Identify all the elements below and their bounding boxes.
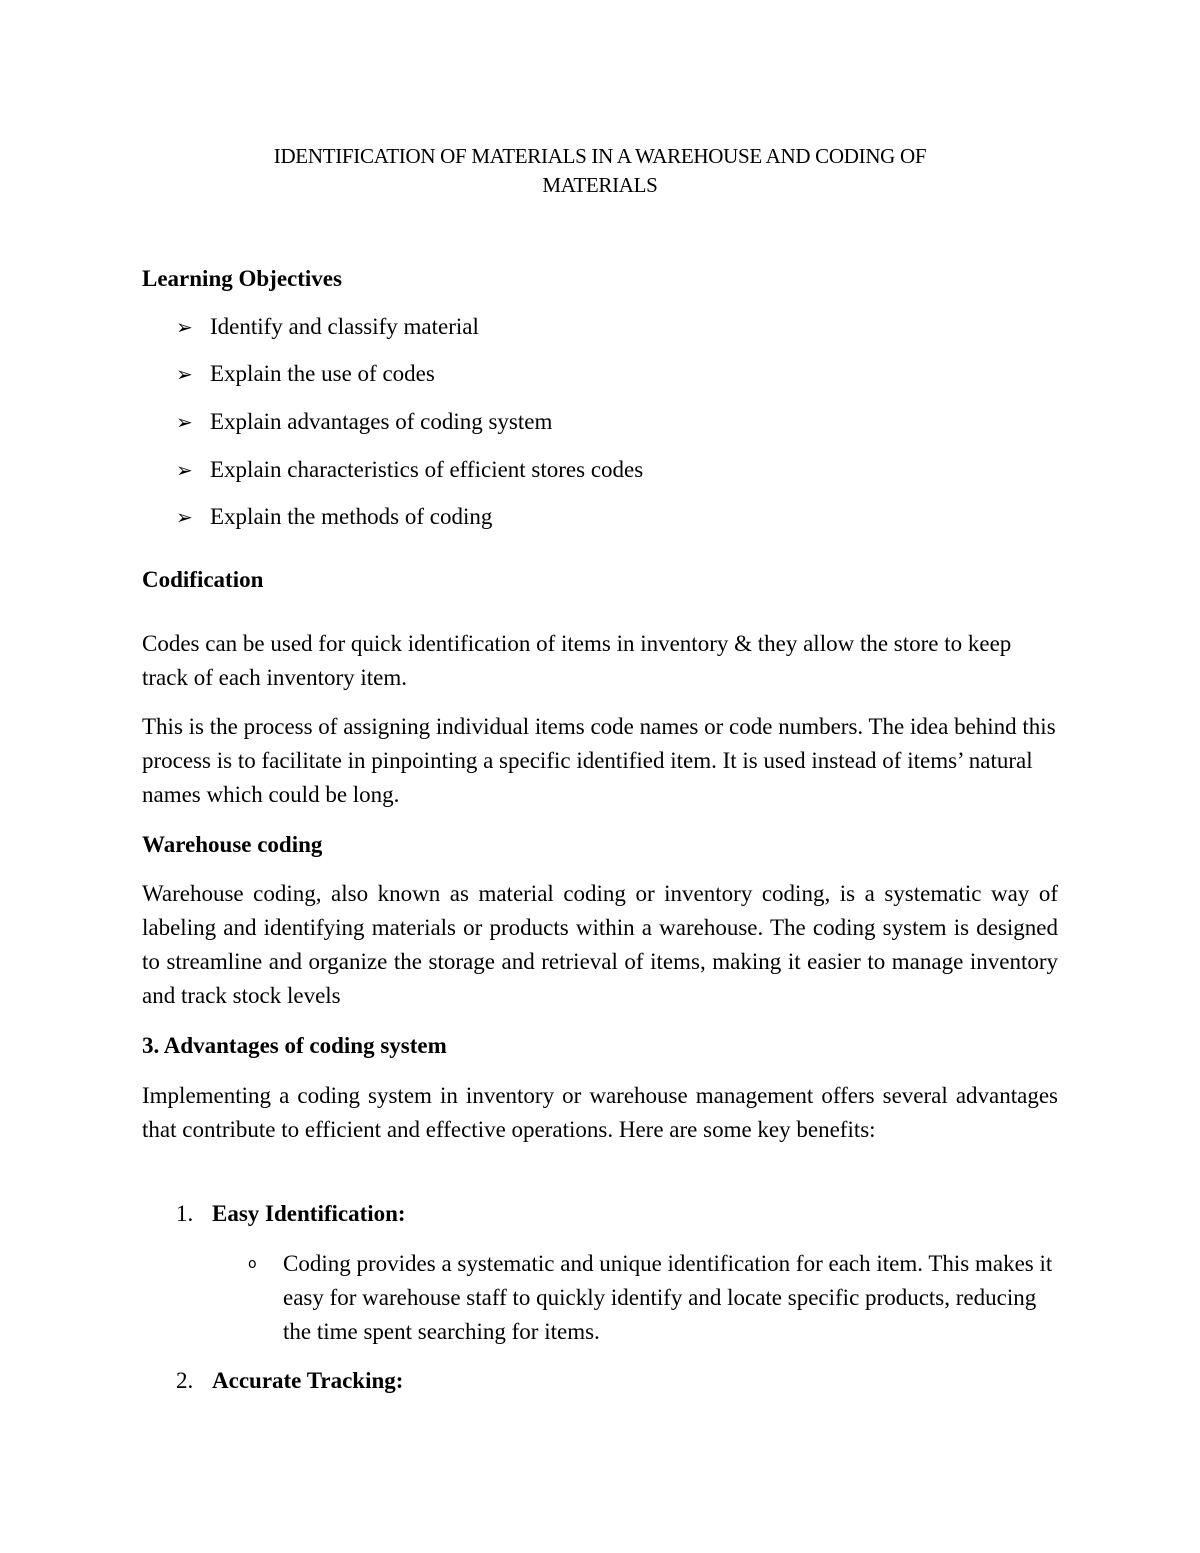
codification-paragraph-2: This is the process of assigning individual items code names or code numbers. The idea behind this process is to facilitate in pinpointing a specific identified item. It is used instead of items’ natural names which could be long. [142,714,1056,807]
arrow-bullet-icon: ➢ [176,458,193,482]
title-line-1: IDENTIFICATION OF MATERIALS IN A WAREHOUSE AND CODING OF [273,144,927,168]
advantage-description: Coding provides a systematic and unique identification for each item. This makes it easy for warehouse staff to quickly identify and locate specific products, reducing the time spent searching for items. [283,1251,1053,1344]
advantage-sub-item [248,1247,1058,1349]
advantages-intro-paragraph: Implementing a coding system in inventory or warehouse management offers several advantages that contribute to efficient and effective operations. Here are some key benefits: [142,1083,1058,1142]
advantage-number: 1. [176,1201,194,1226]
title-line-2: MATERIALS [542,173,658,197]
objective-item [176,407,552,437]
objective-text: Explain the use of codes [210,361,435,386]
objective-item [176,502,492,532]
advantage-label: Easy Identification: [212,1201,406,1226]
arrow-bullet-icon: ➢ [176,505,193,529]
objective-item [176,312,479,342]
objective-text: Explain characteristics of efficient stores codes [210,457,644,482]
learning-objectives-heading: Learning Objectives [142,266,342,291]
advantage-number: 2. [176,1368,194,1393]
circle-bullet-icon: o [248,1256,257,1272]
advantages-heading: 3. Advantages of coding system [142,1033,447,1058]
codification-heading: Codification [142,567,264,592]
arrow-bullet-icon: ➢ [176,315,193,339]
document-title [140,142,1060,200]
objective-text: Explain advantages of coding system [210,409,553,434]
arrow-bullet-icon: ➢ [176,410,193,434]
objective-text: Identify and classify material [210,314,479,339]
objective-item [176,455,643,485]
advantage-item [176,1199,406,1229]
advantage-item [176,1366,403,1396]
objective-item [176,359,435,389]
arrow-bullet-icon: ➢ [176,362,193,386]
warehouse-coding-heading: Warehouse coding [142,832,323,857]
warehouse-coding-paragraph: Warehouse coding, also known as material coding or inventory coding, is a systematic way of labeling and identifying materials or products within a warehouse. The coding system is designed to streamline and organize the storage and retrieval of items, making it easier to manage inventory and track stock levels [142,881,1058,1008]
advantage-label: Accurate Tracking: [212,1368,404,1393]
objective-text: Explain the methods of coding [210,504,493,529]
codification-paragraph-1: Codes can be used for quick identification of items in inventory & they allow the store to keep track of each inventory item. [142,631,1012,690]
